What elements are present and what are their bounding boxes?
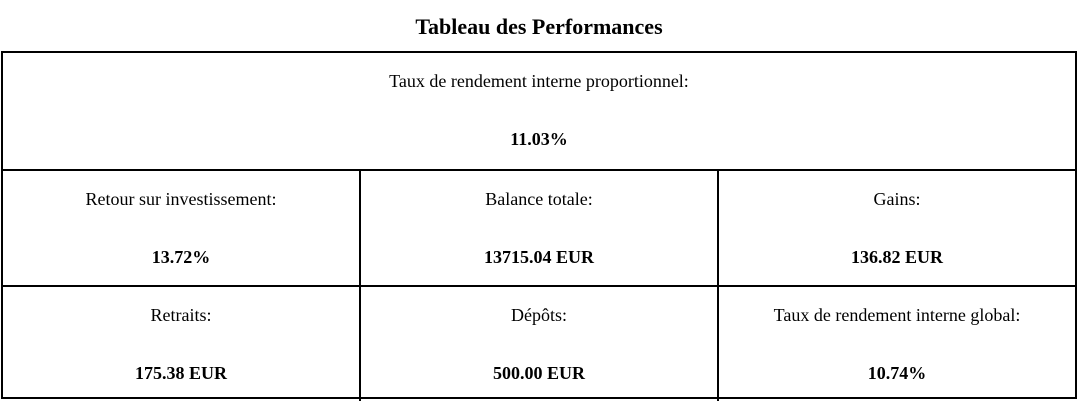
- cell-value: 13.72%: [151, 247, 211, 267]
- cell-label: Retraits:: [150, 305, 212, 325]
- cell-value: 175.38 EUR: [134, 363, 227, 383]
- cell-roi: [3, 171, 359, 285]
- cell-gains: [717, 171, 1075, 285]
- table-row: [3, 53, 1075, 169]
- cell-value: 13715.04 EUR: [483, 247, 594, 267]
- cell-label: Gains:: [873, 189, 921, 209]
- table-row: [3, 285, 1075, 401]
- page-title: Tableau des Performances: [415, 13, 663, 39]
- cell-label: Retour sur investissement:: [85, 189, 277, 209]
- cell-withdrawals: [3, 287, 359, 401]
- cell-proportional-irr: [3, 53, 1075, 169]
- table-row: [3, 169, 1075, 285]
- cell-value: 500.00 EUR: [492, 363, 585, 383]
- cell-label: Dépôts:: [511, 305, 567, 325]
- cell-value: 136.82 EUR: [850, 247, 943, 267]
- cell-value: 10.74%: [867, 363, 927, 383]
- cell-label: Taux de rendement interne proportionnel:: [389, 71, 689, 91]
- cell-label: Taux de rendement interne global:: [773, 305, 1021, 325]
- cell-total-balance: [359, 171, 717, 285]
- cell-global-irr: [717, 287, 1075, 401]
- cell-deposits: [359, 287, 717, 401]
- cell-label: Balance totale:: [485, 189, 593, 209]
- cell-value: 11.03%: [510, 129, 568, 149]
- performance-table: [1, 51, 1077, 399]
